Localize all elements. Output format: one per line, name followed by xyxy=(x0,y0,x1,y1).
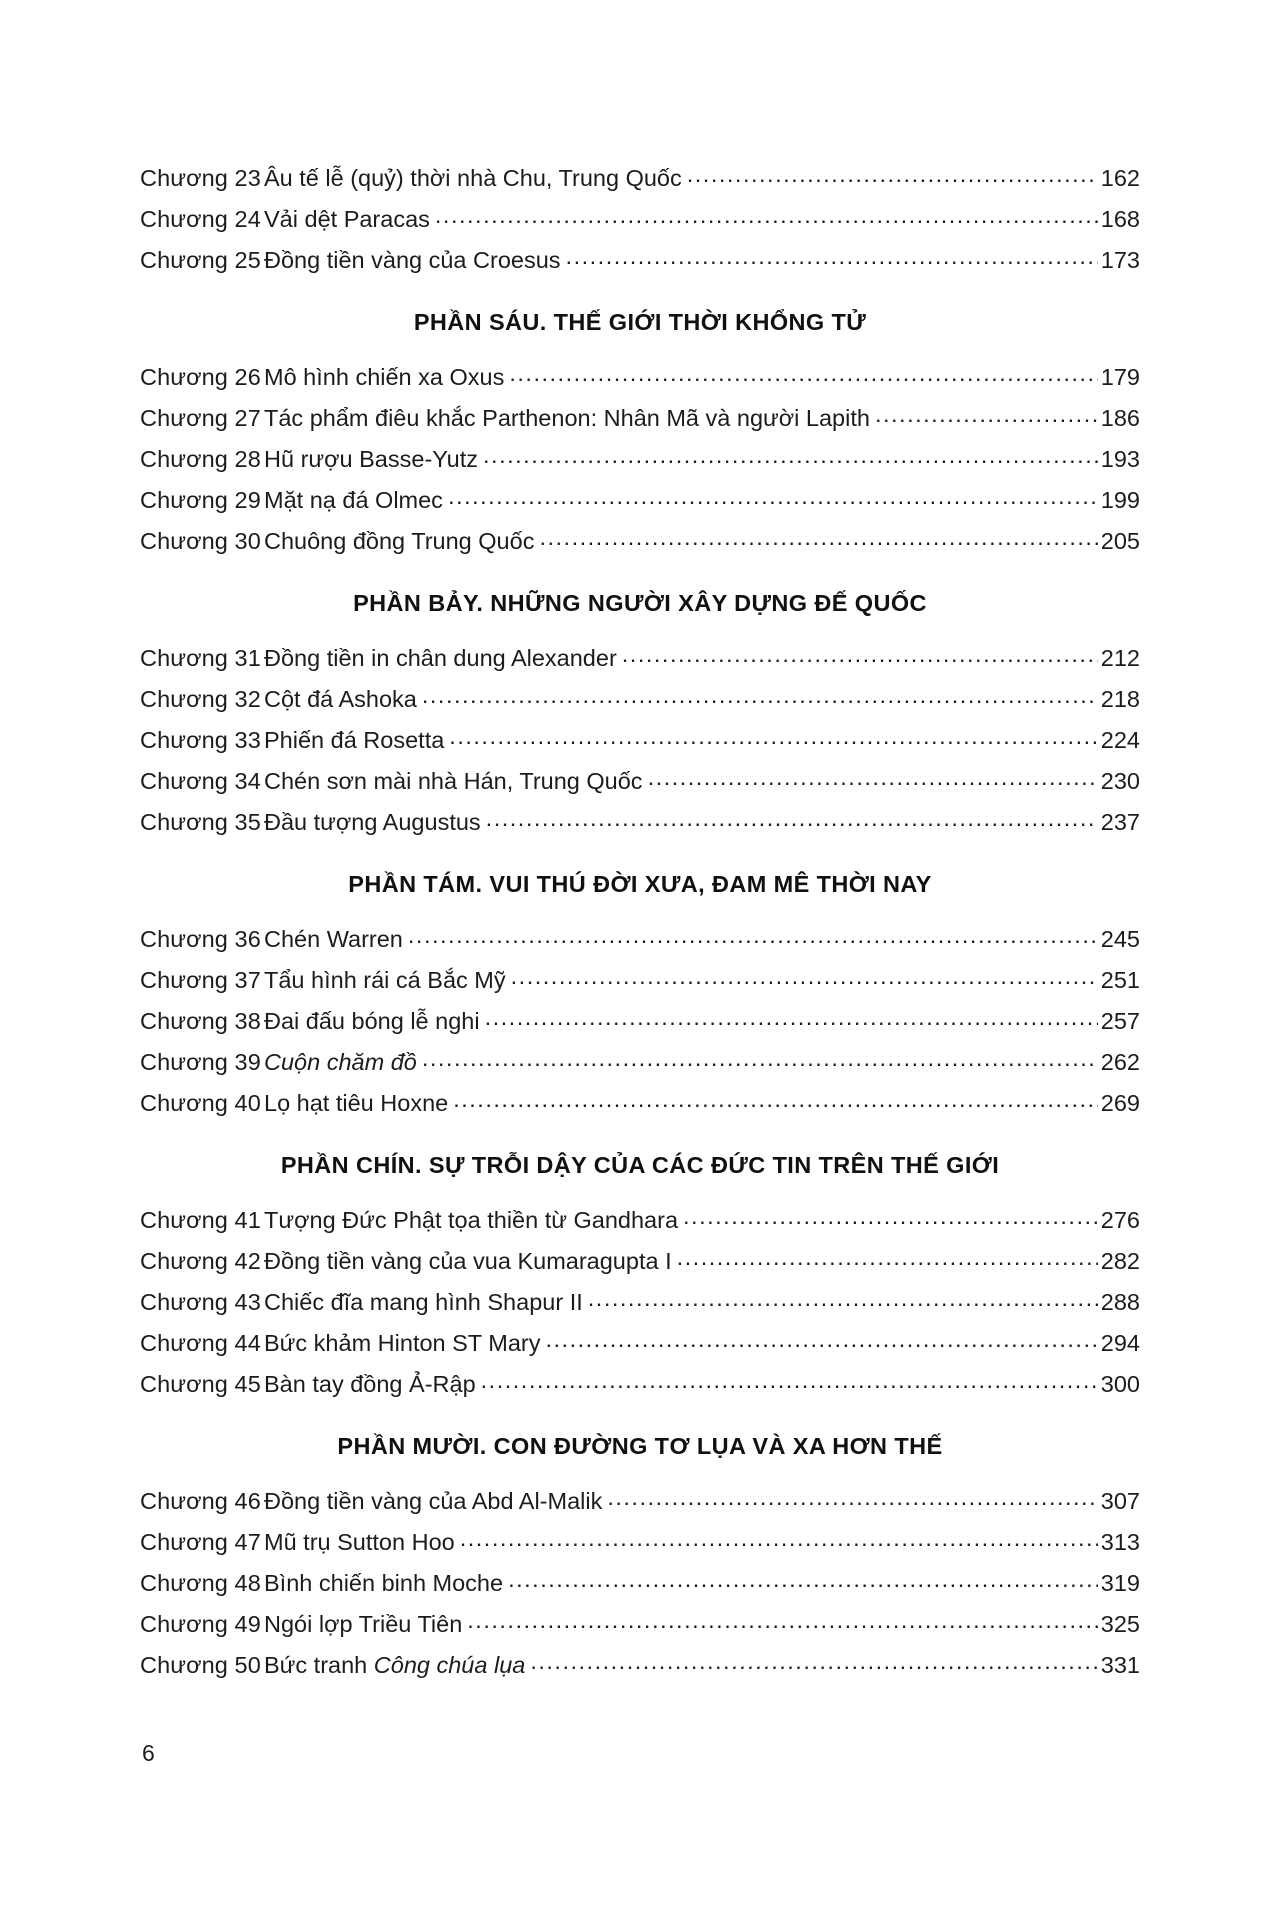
toc-entry-title-text: Đồng tiền vàng của Croesus xyxy=(264,247,561,273)
toc-entry-chapter: Chương 26 xyxy=(140,364,261,390)
toc-entry-title xyxy=(264,357,509,398)
toc-entry-title-text: Đầu tượng Augustus xyxy=(264,809,481,835)
toc-entry-chapter: Chương 42 xyxy=(140,1248,261,1274)
toc-entry-title-text: Ngói lợp Triều Tiên xyxy=(264,1611,463,1637)
toc-entry-title-text: Cuộn chăm đồ xyxy=(264,1049,417,1075)
toc-entry[interactable] xyxy=(140,919,1140,960)
toc-entry-title-text: Tác phẩm điêu khắc Parthenon: Nhân Mã và người Lapith xyxy=(264,405,870,431)
toc-leader-dots xyxy=(607,1477,1097,1518)
toc-entry-chapter: Chương 23 xyxy=(140,165,261,191)
toc-leader-dots xyxy=(435,195,1098,236)
toc-leader-dots xyxy=(485,997,1098,1038)
toc-leader-dots xyxy=(648,757,1098,798)
toc-entry[interactable] xyxy=(140,960,1140,1001)
toc-entry-chapter: Chương 32 xyxy=(140,686,261,712)
toc-leader-dots xyxy=(453,1079,1098,1120)
toc-leader-dots xyxy=(677,1237,1098,1278)
toc-entry-title xyxy=(264,240,566,281)
toc-entry[interactable] xyxy=(140,720,1140,761)
toc-leader-dots xyxy=(687,154,1098,195)
toc-entry-chapter: Chương 30 xyxy=(140,528,261,554)
toc-entry-chapter: Chương 28 xyxy=(140,446,261,472)
toc-entry[interactable] xyxy=(140,1042,1140,1083)
toc-entry-page: 205 xyxy=(1100,528,1140,554)
section-spacer xyxy=(140,562,1140,588)
toc-leader-dots xyxy=(408,915,1098,956)
page-number: 6 xyxy=(142,1740,155,1766)
toc-entry[interactable] xyxy=(140,480,1140,521)
toc-entry[interactable] xyxy=(140,1083,1140,1124)
toc-entry-page: 325 xyxy=(1100,1611,1140,1637)
toc-entry-chapter: Chương 27 xyxy=(140,405,261,431)
toc-entry-title-text: Tẩu hình rái cá Bắc Mỹ xyxy=(264,967,506,993)
toc-entry-title xyxy=(264,802,486,843)
toc-entry-chapter: Chương 35 xyxy=(140,809,261,835)
toc-leader-dots xyxy=(509,353,1097,394)
toc-leader-dots xyxy=(422,1038,1098,1079)
toc-entry-chapter: Chương 34 xyxy=(140,768,261,794)
toc-entry-page: 276 xyxy=(1100,1207,1140,1233)
toc-entry-title-text: Bức khảm Hinton ST Mary xyxy=(264,1330,541,1356)
toc-entry-page: 237 xyxy=(1100,809,1140,835)
toc-entry-title xyxy=(264,1604,467,1645)
toc-entry-page: 251 xyxy=(1100,967,1140,993)
toc-entry-chapter: Chương 38 xyxy=(140,1008,261,1034)
toc-entry-page: 212 xyxy=(1100,645,1140,671)
toc-entry-title-text: Phiến đá Rosetta xyxy=(264,727,445,753)
toc-leader-dots xyxy=(530,1641,1097,1682)
toc-entry-title-text: Bàn tay đồng Ả-Rập xyxy=(264,1371,476,1397)
toc-entry[interactable] xyxy=(140,158,1140,199)
toc-entry-chapter: Chương 48 xyxy=(140,1570,261,1596)
toc-entry-chapter: Chương 50 xyxy=(140,1652,261,1678)
toc-entry-page: 282 xyxy=(1100,1248,1140,1274)
toc-leader-dots xyxy=(483,435,1098,476)
toc-entry[interactable] xyxy=(140,1282,1140,1323)
section-spacer xyxy=(140,1405,1140,1431)
toc-entry-chapter: Chương 33 xyxy=(140,727,261,753)
toc-entry[interactable] xyxy=(140,398,1140,439)
toc-entry-chapter: Chương 25 xyxy=(140,247,261,273)
toc-entry[interactable] xyxy=(140,1645,1140,1686)
toc-entry-title-text: Hũ rượu Basse-Yutz xyxy=(264,446,479,472)
toc-entry-title-text: Đai đấu bóng lễ nghi xyxy=(264,1008,480,1034)
toc-entry-page: 294 xyxy=(1100,1330,1140,1356)
toc-entry-title-text: Mặt nạ đá Olmec xyxy=(264,487,443,513)
toc-entry-title xyxy=(264,1645,530,1686)
toc-entry-title xyxy=(264,1563,508,1604)
toc-entry-chapter: Chương 40 xyxy=(140,1090,261,1116)
toc-entry-title-text: Tượng Đức Phật tọa thiền từ Gandhara xyxy=(264,1207,679,1233)
toc-entry[interactable] xyxy=(140,1323,1140,1364)
toc-entry-title-prefix: Bức tranh xyxy=(264,1652,374,1678)
toc-entry-title xyxy=(264,521,539,562)
toc-entry-title-text: Chén sơn mài nhà Hán, Trung Quốc xyxy=(264,768,643,794)
toc-entry-title-text: Mũ trụ Sutton Hoo xyxy=(264,1529,455,1555)
part-heading: PHẦN CHÍN. SỰ TRỖI DẬY CỦA CÁC ĐỨC TIN TRÊN THẾ GIỚI xyxy=(280,1152,1000,1178)
toc-entry-chapter: Chương 47 xyxy=(140,1529,261,1555)
toc-entry-title xyxy=(264,1083,453,1124)
toc-entry-title xyxy=(264,1200,683,1241)
toc-leader-dots xyxy=(511,956,1098,997)
toc-entry-page: 162 xyxy=(1100,165,1140,191)
toc-leader-dots xyxy=(622,634,1098,675)
toc-entry-title-text: Đồng tiền in chân dung Alexander xyxy=(264,645,617,671)
toc-entry[interactable] xyxy=(140,638,1140,679)
toc-entry[interactable] xyxy=(140,802,1140,843)
toc-entry-title xyxy=(264,720,449,761)
toc-entry-title xyxy=(264,199,435,240)
toc-leader-dots xyxy=(588,1278,1098,1319)
toc-entry-title xyxy=(264,679,422,720)
toc-entry-page: 224 xyxy=(1100,727,1140,753)
toc-entry-chapter: Chương 39 xyxy=(140,1049,261,1075)
part-heading: PHẦN SÁU. THẾ GIỚI THỜI KHỔNG TỬ xyxy=(413,309,867,335)
toc-leader-dots xyxy=(683,1196,1098,1237)
toc-entry-chapter: Chương 36 xyxy=(140,926,261,952)
section-spacer xyxy=(140,1124,1140,1150)
part-heading: PHẦN MƯỜI. CON ĐƯỜNG TƠ LỤA VÀ XA HƠN THẾ xyxy=(337,1433,943,1459)
toc-entry-page: 245 xyxy=(1100,926,1140,952)
toc-leader-dots xyxy=(481,1360,1098,1401)
toc-entry-chapter: Chương 41 xyxy=(140,1207,261,1233)
toc-leader-dots xyxy=(448,476,1098,517)
toc-entry-title xyxy=(264,1042,422,1083)
toc-entry-title-text: Cột đá Ashoka xyxy=(264,686,417,712)
table-of-contents xyxy=(140,158,1140,1686)
toc-entry-page: 307 xyxy=(1100,1488,1140,1514)
toc-leader-dots xyxy=(449,716,1097,757)
toc-entry[interactable] xyxy=(140,1200,1140,1241)
toc-entry-title xyxy=(264,1241,677,1282)
section-spacer xyxy=(140,281,1140,307)
toc-entry-page: 186 xyxy=(1100,405,1140,431)
toc-entry-title xyxy=(264,1364,481,1405)
toc-entry-title-text: Mô hình chiến xa Oxus xyxy=(264,364,505,390)
toc-entry-chapter: Chương 43 xyxy=(140,1289,261,1315)
toc-leader-dots xyxy=(486,798,1098,839)
toc-entry-title xyxy=(264,919,408,960)
toc-entry-title xyxy=(264,960,511,1001)
toc-entry-title-text: Chiếc đĩa mang hình Shapur II xyxy=(264,1289,583,1315)
toc-entry[interactable] xyxy=(140,199,1140,240)
toc-entry-chapter: Chương 45 xyxy=(140,1371,261,1397)
toc-entry-page: 218 xyxy=(1100,686,1140,712)
toc-entry-title xyxy=(264,398,875,439)
toc-entry-title-text: Âu tế lễ (quỷ) thời nhà Chu, Trung Quốc xyxy=(264,165,682,191)
toc-entry-title xyxy=(264,638,622,679)
toc-entry[interactable] xyxy=(140,1522,1140,1563)
part-heading: PHẦN BẢY. NHỮNG NGƯỜI XÂY DỰNG ĐẾ QUỐC xyxy=(353,590,927,616)
toc-entry-page: 288 xyxy=(1100,1289,1140,1315)
toc-entry-title xyxy=(264,480,448,521)
toc-entry-page: 173 xyxy=(1100,247,1140,273)
toc-entry[interactable] xyxy=(140,761,1140,802)
toc-entry-page: 168 xyxy=(1100,206,1140,232)
toc-entry-title-text: Chuông đồng Trung Quốc xyxy=(264,528,535,554)
toc-entry-page: 257 xyxy=(1100,1008,1140,1034)
toc-entry[interactable] xyxy=(140,357,1140,398)
toc-leader-dots xyxy=(539,517,1097,558)
toc-leader-dots xyxy=(875,394,1098,435)
toc-entry-title-text: Chén Warren xyxy=(264,926,403,952)
toc-entry-title xyxy=(264,1323,546,1364)
toc-entry-title-text: Đồng tiền vàng của vua Kumaragupta I xyxy=(264,1248,672,1274)
part-heading: PHẦN TÁM. VUI THÚ ĐỜI XƯA, ĐAM MÊ THỜI NAY xyxy=(348,871,932,897)
toc-entry-page: 331 xyxy=(1100,1652,1140,1678)
toc-entry-chapter: Chương 37 xyxy=(140,967,261,993)
toc-entry-chapter: Chương 46 xyxy=(140,1488,261,1514)
toc-entry[interactable] xyxy=(140,679,1140,720)
toc-entry-page: 313 xyxy=(1100,1529,1140,1555)
toc-entry-title-text: Bình chiến binh Moche xyxy=(264,1570,504,1596)
toc-entry[interactable] xyxy=(140,1604,1140,1645)
toc-entry-chapter: Chương 24 xyxy=(140,206,261,232)
toc-entry[interactable] xyxy=(140,1241,1140,1282)
toc-leader-dots xyxy=(508,1559,1098,1600)
toc-leader-dots xyxy=(422,675,1098,716)
toc-entry-page: 300 xyxy=(1100,1371,1140,1397)
section-spacer xyxy=(140,843,1140,869)
toc-leader-dots xyxy=(566,236,1098,277)
toc-entry[interactable] xyxy=(140,240,1140,281)
toc-entry-page: 262 xyxy=(1100,1049,1140,1075)
toc-leader-dots xyxy=(467,1600,1098,1641)
toc-entry-title-text: Lọ hạt tiêu Hoxne xyxy=(264,1090,449,1116)
toc-entry-chapter: Chương 49 xyxy=(140,1611,261,1637)
toc-entry[interactable] xyxy=(140,1481,1140,1522)
toc-entry-title xyxy=(264,1282,588,1323)
toc-entry[interactable] xyxy=(140,439,1140,480)
toc-entry-title xyxy=(264,761,648,802)
toc-entry[interactable] xyxy=(140,1563,1140,1604)
toc-entry-page: 179 xyxy=(1100,364,1140,390)
toc-entry[interactable] xyxy=(140,1001,1140,1042)
toc-entry-page: 199 xyxy=(1100,487,1140,513)
toc-entry-title-text: Đồng tiền vàng của Abd Al-Malik xyxy=(264,1488,603,1514)
toc-entry-title-text: Công chúa lụa xyxy=(373,1652,526,1678)
toc-entry-chapter: Chương 44 xyxy=(140,1330,261,1356)
toc-entry-page: 269 xyxy=(1100,1090,1140,1116)
toc-leader-dots xyxy=(546,1319,1098,1360)
toc-entry-title xyxy=(264,439,483,480)
toc-entry-page: 319 xyxy=(1100,1570,1140,1596)
toc-leader-dots xyxy=(460,1518,1098,1559)
toc-entry-chapter: Chương 29 xyxy=(140,487,261,513)
toc-entry-chapter: Chương 31 xyxy=(140,645,261,671)
toc-entry[interactable] xyxy=(140,521,1140,562)
toc-entry[interactable] xyxy=(140,1364,1140,1405)
toc-entry-title xyxy=(264,1522,460,1563)
toc-entry-title xyxy=(264,1001,485,1042)
toc-entry-page: 230 xyxy=(1100,768,1140,794)
toc-entry-title xyxy=(264,158,687,199)
toc-entry-page: 193 xyxy=(1100,446,1140,472)
toc-entry-title xyxy=(264,1481,607,1522)
toc-entry-title-text: Vải dệt Paracas xyxy=(264,206,430,232)
